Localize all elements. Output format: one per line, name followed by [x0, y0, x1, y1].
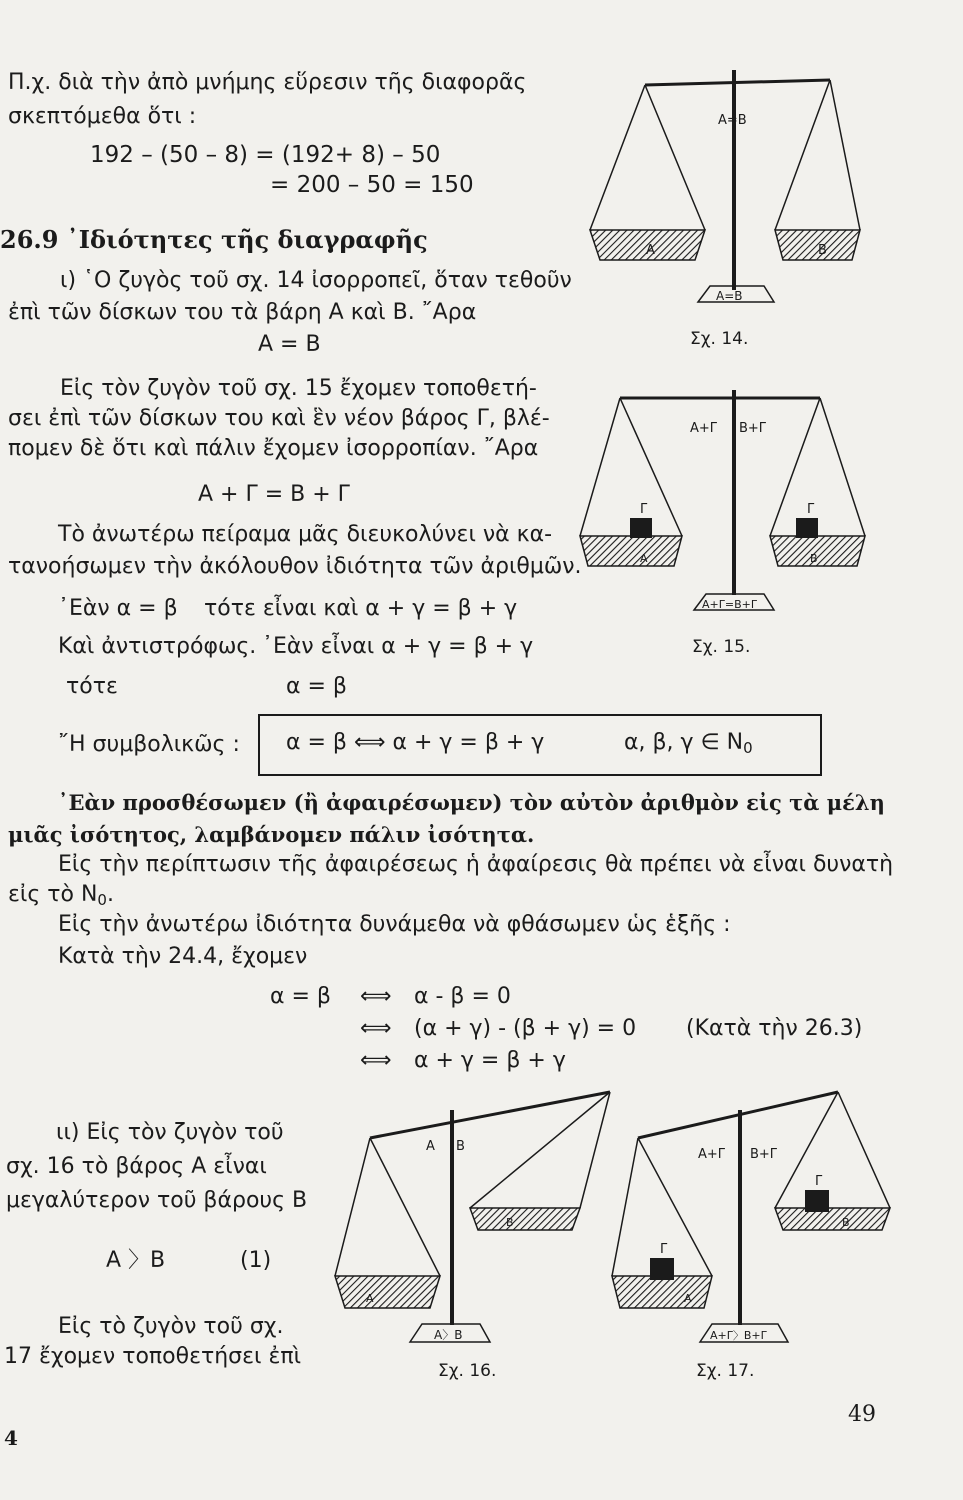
- p5-line-3: Εἰς τὴν ἀνωτέρω ἰδιότητα δυνάμεθα νὰ φθάσωμεν ὡς ἑξῆς :: [58, 912, 731, 937]
- balance-beam: [645, 80, 830, 85]
- weight-gamma-left: [630, 518, 652, 538]
- balance-beam: [370, 1092, 610, 1138]
- p6-line-4: Εἰς τὸ ζυγὸν τοῦ σχ.: [58, 1314, 284, 1339]
- p4-line-1b: τότε εἶναι καὶ α + γ = β + γ: [204, 596, 518, 621]
- rule-line-1: ᾿Εὰν προσθέσωμεν (ἢ ἀφαιρέσωμεν) τὸν αὐτὸν ἀριθμὸν εἰς τὰ μέλη: [58, 790, 885, 815]
- symbolic-box: [258, 714, 822, 776]
- fig14-caption: Σχ. 14.: [690, 329, 749, 349]
- p5-line-4: Κατὰ τὴν 24.4, ἔχομεν: [58, 944, 308, 969]
- p6-inequality: Α 〉Β: [106, 1248, 166, 1273]
- weight-gamma-right: [805, 1190, 829, 1212]
- p1-line-2: ἐπὶ τῶν δίσκων του τὰ βάρη Α καὶ Β. ῎Αρα: [8, 300, 477, 325]
- fig17-top-left-label: Α+Γ: [698, 1147, 726, 1162]
- p6-equation-number: (1): [240, 1248, 272, 1273]
- p4-line-1a: ᾿Εὰν α = β: [58, 596, 178, 621]
- section-heading: 26.9 ᾿Ιδιότητες τῆς διαγραφῆς: [0, 225, 428, 254]
- p2-equation: Α + Γ = Β + Γ: [198, 482, 350, 507]
- fig15-caption: Σχ. 15.: [692, 637, 751, 657]
- fig14-left-pan-label: Α: [646, 243, 655, 258]
- fig15-weight-left-label: Γ: [640, 502, 648, 517]
- p5-line-1: Εἰς τὴν περίπτωσιν τῆς ἀφαιρέσεως ἡ ἀφαίρεσις θὰ πρέπει νὰ εἶναι δυνατὴ: [58, 852, 894, 877]
- intro-equation-2: = 200 – 50 = 150: [270, 172, 474, 198]
- p1-line-1: ι) ῾Ο ζυγὸς τοῦ σχ. 14 ἰσορροπεῖ, ὅταν τεθοῦν: [60, 268, 572, 293]
- fig15-left-pan-label: Α: [640, 552, 648, 565]
- figure-14-balance: [570, 60, 880, 360]
- derivation-arrow-2: ⟺: [360, 1016, 392, 1041]
- page-number: 49: [848, 1402, 876, 1427]
- fig16-base-label: Α〉Β: [434, 1328, 463, 1342]
- figure-15-balance: [570, 380, 880, 670]
- fig15-base-label: Α+Γ=Β+Γ: [702, 598, 757, 611]
- p2-line-1: Εἰς τὸν ζυγὸν τοῦ σχ. 15 ἔχομεν τοποθετή-: [60, 376, 537, 401]
- symbolic-domain: α, β, γ ∈ $N_0$: [624, 730, 753, 757]
- fig16-left-pan-label: Α: [366, 1292, 374, 1305]
- intro-line-2: σκεπτόμεθα ὅτι :: [8, 104, 197, 129]
- fig14-top-label: Α=Β: [718, 113, 747, 128]
- p4-line-3b: α = β: [286, 674, 347, 699]
- derivation-note: (Κατὰ τὴν 26.3): [686, 1016, 863, 1041]
- fig17-left-pan-label: Α: [684, 1292, 692, 1305]
- symbolic-expression: α = β ⟺ α + γ = β + γ: [286, 730, 545, 755]
- fig15-weight-right-label: Γ: [807, 502, 815, 517]
- p6-line-2: σχ. 16 τὸ βάρος Α εἶναι: [6, 1154, 267, 1179]
- weight-gamma-left: [650, 1258, 674, 1280]
- p2-line-3: πομεν δὲ ὅτι καὶ πάλιν ἔχομεν ἰσορροπίαν. ῎Αρα: [8, 436, 539, 461]
- fig17-right-pan-label: Β: [842, 1216, 850, 1229]
- left-pan: [580, 536, 682, 566]
- fig17-weight-left-label: Γ: [660, 1242, 668, 1257]
- fig17-weight-right-label: Γ: [815, 1174, 823, 1189]
- left-pan: [612, 1276, 712, 1308]
- fig17-caption: Σχ. 17.: [696, 1361, 755, 1381]
- derivation-row-3: α + γ = β + γ: [414, 1048, 566, 1073]
- p4-line-2b: ᾿Εὰν εἶναι α + γ = β + γ: [262, 634, 534, 659]
- weight-gamma-right: [796, 518, 818, 538]
- figure-17-balance: [600, 1080, 900, 1381]
- fig15-top-left-label: Α+Γ: [690, 421, 718, 436]
- fig16-top-left-label: Α: [426, 1139, 435, 1154]
- derivation-row-2: (α + γ) - (β + γ) = 0: [414, 1016, 637, 1041]
- p3-line-2: τανοήσωμεν τὴν ἀκόλουθον ἰδιότητα τῶν ἀριθμῶν.: [8, 554, 582, 579]
- fig16-right-pan-label: Β: [506, 1216, 514, 1229]
- derivation-lhs: α = β: [270, 984, 331, 1009]
- p6-line-1: ιι) Εἰς τὸν ζυγὸν τοῦ: [56, 1120, 284, 1145]
- fig14-right-pan-label: Β: [818, 243, 827, 258]
- symbolic-label: ῎Η συμβολικῶς :: [58, 732, 240, 757]
- p2-line-2: σει ἐπὶ τῶν δίσκων του καὶ ἓν νέον βάρος Γ, βλέ-: [8, 406, 550, 431]
- margin-mark: 4: [4, 1426, 18, 1450]
- intro-equation-1: 192 – (50 – 8) = (192+ 8) – 50: [90, 142, 441, 168]
- fig14-base-label: Α=Β: [716, 289, 743, 303]
- rule-line-2: μιᾶς ἰσότητος, λαμβάνομεν πάλιν ἰσότητα.: [8, 822, 535, 847]
- p1-equation: Α = Β: [258, 332, 321, 357]
- left-pan: [335, 1276, 440, 1308]
- derivation-row-1: α - β = 0: [414, 984, 511, 1009]
- fig17-base-label: Α+Γ〉Β+Γ: [710, 1329, 767, 1342]
- p4-line-2a: Καὶ ἀντιστρόφως.: [58, 634, 257, 659]
- fig15-right-pan-label: Β: [810, 552, 818, 565]
- fig16-top-right-label: Β: [456, 1139, 465, 1154]
- p6-line-3: μεγαλύτερον τοῦ βάρους Β: [6, 1188, 308, 1213]
- p3-line-1: Τὸ ἀνωτέρω πείραμα μᾶς διευκολύνει νὰ κα-: [58, 522, 553, 547]
- p4-line-3a: τότε: [66, 674, 118, 699]
- derivation-arrow-3: ⟺: [360, 1048, 392, 1073]
- intro-line-1: Π.χ. διὰ τὴν ἀπὸ μνήμης εὕρεσιν τῆς διαφορᾶς: [8, 70, 527, 95]
- fig15-top-right-label: Β+Γ: [739, 421, 767, 436]
- fig17-top-right-label: Β+Γ: [750, 1147, 778, 1162]
- p6-line-5: 17 ἔχομεν τοποθετήσει ἐπὶ: [4, 1344, 302, 1369]
- p5-line-2: εἰς τὸ $N_0$.: [8, 882, 114, 909]
- right-pan: [470, 1208, 580, 1230]
- derivation-arrow-1: ⟺: [360, 984, 392, 1009]
- right-pan: [775, 1208, 890, 1230]
- fig16-caption: Σχ. 16.: [438, 1361, 497, 1381]
